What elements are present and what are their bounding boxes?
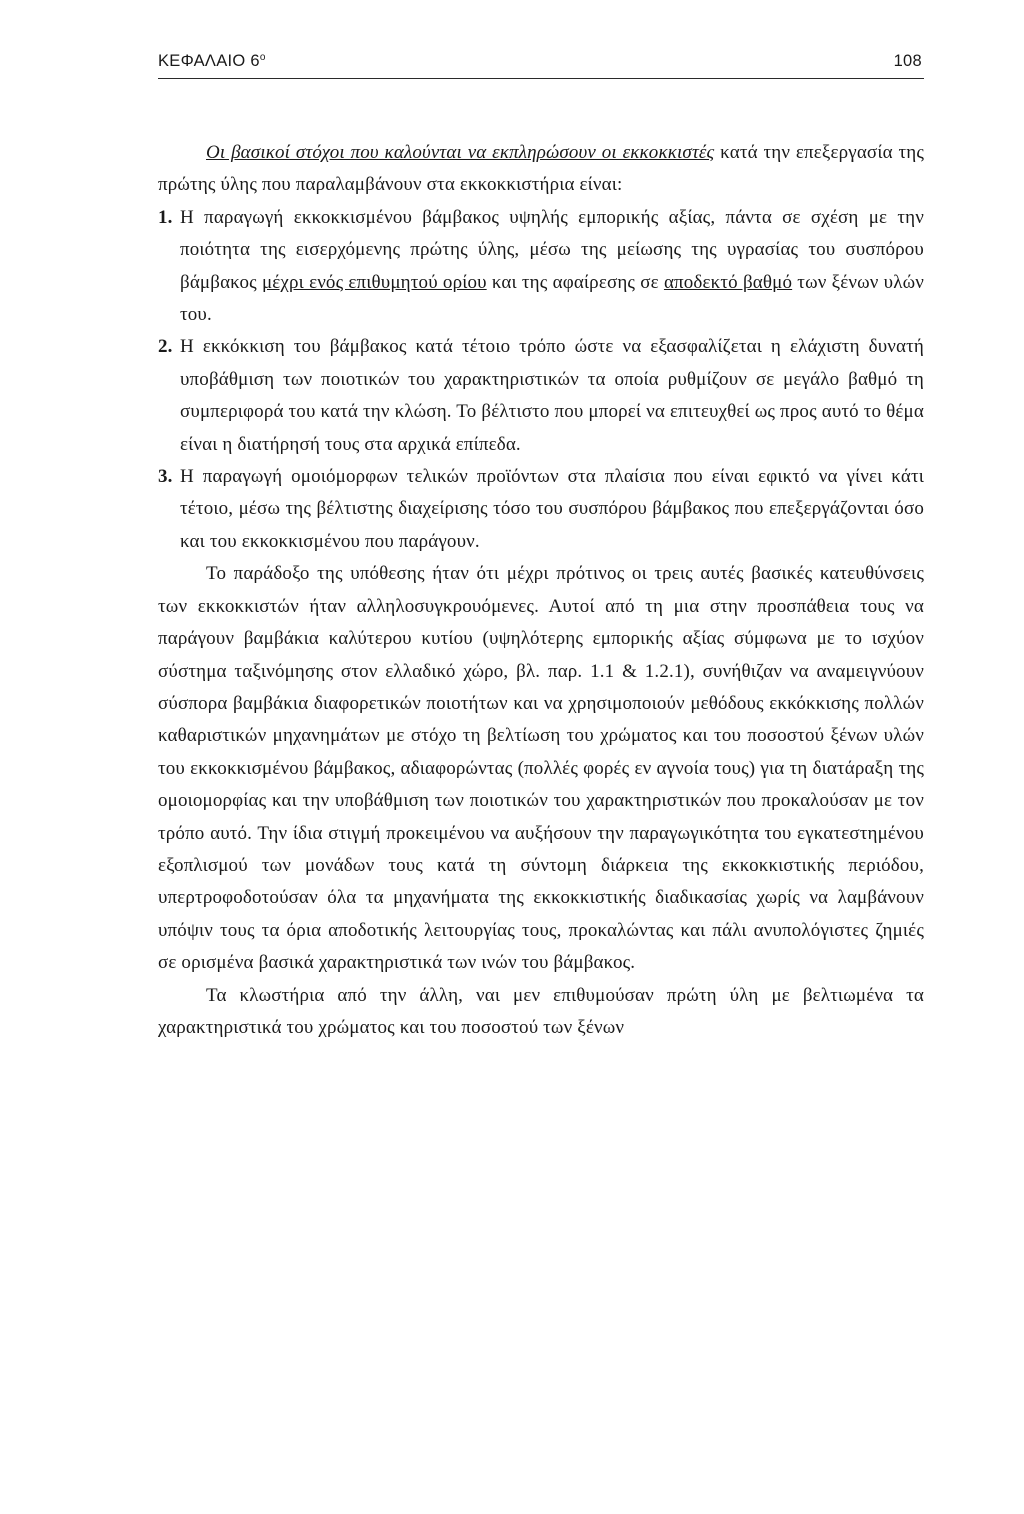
intro-paragraph <box>158 137 924 202</box>
list-item <box>158 202 924 332</box>
chapter-label <box>158 52 266 71</box>
list-item-text: των ξένων υλών του. <box>180 271 924 326</box>
body-paragraph: Τα κλωστήρια από την άλλη, ναι μεν επιθυμούσαν πρώτη ύλη με βελτιωμένα τα χαρακτηριστικά του χρώματος και του ποσοστού των ξένων <box>158 984 924 1038</box>
list-item <box>158 331 924 461</box>
list-item-text: Η παραγωγή ομοιόμορφων τελικών προϊόντων στα πλαίσια που είναι εφικτό να γίνει κάτι τέτοιο, μέσω της βέλτιστης διαχείρισης τόσο του συσπόρου βάμβακος που επεξεργάζονται όσο και του εκκοκκισμένου που παράγουν. <box>180 466 924 552</box>
list-item <box>158 461 924 558</box>
underlined-phrase: αποδεκτό βαθμό <box>663 271 793 293</box>
list-item-number: 2. <box>158 336 173 358</box>
intro-emphasis: Οι βασικοί στόχοι που καλούνται να εκπληρώσουν οι εκκοκκιστές <box>206 142 715 163</box>
list-item-text: Η εκκόκκιση του βάμβακος κατά τέτοιο τρόπο ώστε να εξασφαλίζεται η ελάχιστη δυνατή υποβάθμιση των ποιοτικών του χαρακτηριστικών τα οποία ρυθμίζουν σε μεγάλο βαθμό τη συμπεριφορά του κατά την κλώση. Το βέλτιστο που μπορεί να επιτευχθεί ως προς αυτό το θέμα είναι η διατήρησή τους στα αρχικά επίπεδα. <box>180 336 924 455</box>
page-header <box>158 50 924 79</box>
document-body <box>158 137 924 1044</box>
body-paragraph: Το παράδοξο της υπόθεσης ήταν ότι μέχρι πρότινος οι τρεις αυτές βασικές κατευθύνσεις των εκκοκκιστών ήταν αλληλοσυγκρουόμενες. Αυτοί από τη μια στην προσπάθεια τους να παράγουν βαμβάκια καλύτερου κυτίου (υψηλότερης εμπορικής αξίας σύμφωνα με το ισχύον σύστημα ταξινόμησης στον ελλαδικό χώρο, βλ. παρ. 1.1 & 1.2.1), συνήθιζαν να αναμειγνύουν σύσπορα βαμβάκια διαφορετικών ποιοτήτων και να χρησιμοποιούν μεθόδους εκκόκκισης πολλών καθαριστικών μηχανημάτων με στόχο τη βελτίωση του χρώματος και του ποσοστού ξένων υλών του εκκοκκισμένου βάμβακος, αδιαφορώντας (πολλές φορές εν αγνοία τους) για τη διατάραξη της ομοιομορφίας και την υποβάθμιση των ποιοτικών του χαρακτηριστικών που προκαλούσαν με τον τρόπο αυτό. Την ίδια στιγμή προκειμένου να αυξήσουν την παραγωγικότητα του εγκατεστημένου εξοπλισμού των μονάδων τους κατά τη σύντομη διάρκεια της εκκοκκιστικής περιόδου, υπερτροφοδοτούσαν όλα τα μηχανήματα της εκκοκκιστικής διαδικασίας χωρίς να λαμβάνουν υπόψιν τους τα όρια αποδοτικής λειτουργίας τους, προκαλώντας και πάλι ανυπολόγιστες ζημιές σε ορισμένα βασικά χαρακτηριστικά των ινών του βάμβακος. <box>158 563 924 974</box>
list-item-text: Η παραγωγή εκκοκκισμένου βάμβακος υψηλής εμπορικής αξίας, πάντα σε σχέση με την ποιότητα της εισερχόμενης πρώτης ύλης, μέσω της μείωσης της υγρασίας του συσπόρου βάμβακος <box>180 206 924 293</box>
list-item-text: και της αφαίρεσης σε <box>486 271 664 293</box>
intro-text: κατά την επεξεργασία της πρώτης ύλης που παραλαμβάνουν στα εκκοκκιστήρια είναι: <box>158 142 924 196</box>
page-number: 108 <box>893 52 922 70</box>
list-item-number: 3. <box>158 466 173 488</box>
chapter-title: ΚΕΦΑΛΑΙΟ 6 <box>158 52 260 70</box>
list-item-number: 1. <box>158 206 173 228</box>
chapter-ordinal: ο <box>259 52 266 63</box>
underlined-phrase: μέχρι ενός επιθυμητού ορίου <box>261 271 487 293</box>
